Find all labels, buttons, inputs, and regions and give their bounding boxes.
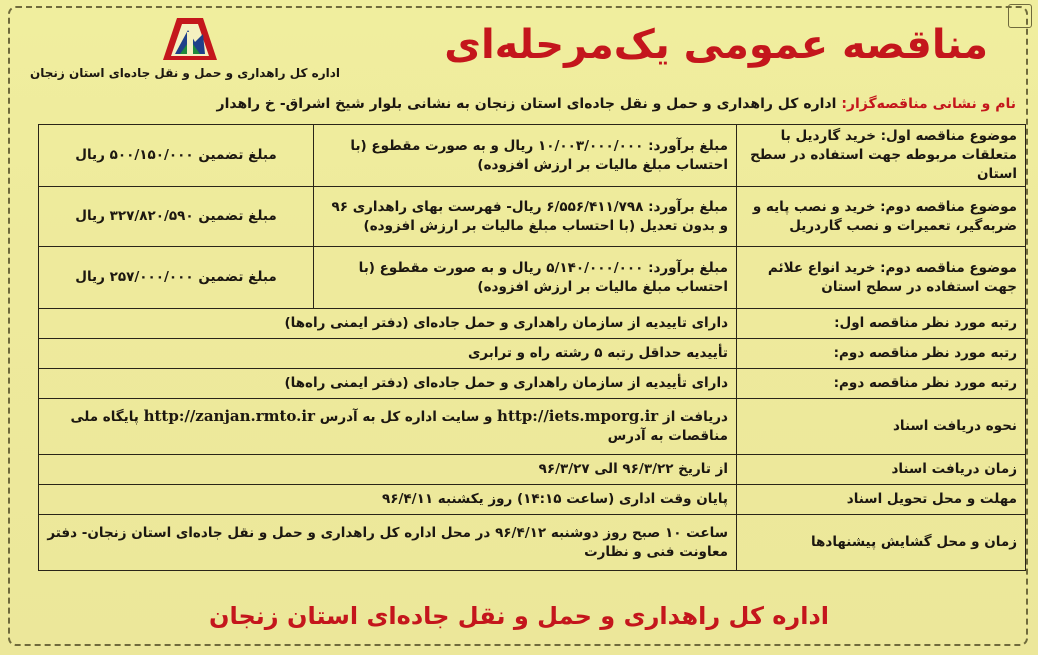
docs-suffix: پایگاه ملی مناقصات به آدرس <box>70 409 728 444</box>
iets-link[interactable]: http://iets.mporg.ir <box>497 407 659 425</box>
info-row <box>39 515 1026 571</box>
row-label: نحوه دریافت اسناد <box>737 399 1026 455</box>
tender-guarantee: مبلغ تضمین ۵۰۰/۱۵۰/۰۰۰ ریال <box>39 125 314 187</box>
tender-organizer-label: نام و نشانی مناقصه‌گزار: <box>841 96 1016 112</box>
docs-prefix: دریافت از <box>658 409 728 425</box>
tender-subject: موضوع مناقصه دوم: خرید و نصب پایه و ضربه‌گیر، تعمیرات و نصب گاردریل <box>737 187 1026 247</box>
tender-estimate: مبلغ برآورد: ۵/۱۴۰/۰۰۰/۰۰۰ ریال و به صورت مقطوع (با احتساب مبلغ مالیات بر ارزش افزوده) <box>314 247 737 309</box>
page-title: مناقصه عمومی یک‌مرحله‌ای <box>444 22 988 68</box>
row-value: دارای تاییدیه از سازمان راهداری و حمل جاده‌ای (دفتر ایمنی راه‌ها) <box>39 309 737 339</box>
info-row-docs <box>39 399 1026 455</box>
info-row <box>39 339 1026 369</box>
rmto-logo-icon <box>155 10 225 68</box>
docs-middle: و سایت اداره کل به آدرس <box>315 409 498 425</box>
row-value: تأییدیه حداقل رتبه ۵ رشته راه و ترابری <box>39 339 737 369</box>
tender-guarantee: مبلغ تضمین ۳۲۷/۸۲۰/۵۹۰ ریال <box>39 187 314 247</box>
row-value: ساعت ۱۰ صبح روز دوشنبه ۹۶/۴/۱۲ در محل اداره کل راهداری و حمل و نقل جاده‌ای استان زنجان- دفتر معاونت فنی و نظارت <box>39 515 737 571</box>
tender-row <box>39 125 1026 187</box>
row-value: از تاریخ ۹۶/۳/۲۲ الی ۹۶/۳/۲۷ <box>39 455 737 485</box>
tender-organizer-address: اداره کل راهداری و حمل و نقل جاده‌ای استان زنجان به نشانی بلوار شیخ اشراق- خ راهدار <box>216 96 842 112</box>
info-row <box>39 485 1026 515</box>
row-value: پایان وقت اداری (ساعت ۱۴:۱۵) روز یکشنبه ۹۶/۴/۱۱ <box>39 485 737 515</box>
footer-organization: اداره کل راهداری و حمل و نقل جاده‌ای استان زنجان <box>208 602 830 630</box>
row-label: زمان و محل گشایش پیشنهادها <box>737 515 1026 571</box>
tender-estimate: مبلغ برآورد: ۶/۵۵۶/۴۱۱/۷۹۸ ریال- فهرست بهای راهداری ۹۶ و بدون تعدیل (با احتساب مبلغ مالیات بر ارزش افزوده) <box>314 187 737 247</box>
info-row <box>39 309 1026 339</box>
info-row <box>39 455 1026 485</box>
tender-guarantee: مبلغ تضمین ۲۵۷/۰۰۰/۰۰۰ ریال <box>39 247 314 309</box>
row-value: دارای تأییدیه از سازمان راهداری و حمل جاده‌ای (دفتر ایمنی راه‌ها) <box>39 369 737 399</box>
row-label: رتبه مورد نظر مناقصه دوم: <box>737 369 1026 399</box>
header <box>0 0 1038 100</box>
row-label: مهلت و محل تحویل اسناد <box>737 485 1026 515</box>
tender-table <box>38 124 1026 571</box>
info-row <box>39 369 1026 399</box>
rmto-link[interactable]: http://zanjan.rmto.ir <box>143 407 315 425</box>
row-label: زمان دریافت اسناد <box>737 455 1026 485</box>
docs-value <box>39 399 737 455</box>
tender-row <box>39 187 1026 247</box>
row-label: رتبه مورد نظر مناقصه اول: <box>737 309 1026 339</box>
organization-name: اداره کل راهداری و حمل و نقل جاده‌ای استان زنجان <box>29 66 340 80</box>
tender-row <box>39 247 1026 309</box>
tender-subject: موضوع مناقصه دوم: خرید انواع علائم جهت استفاده در سطح استان <box>737 247 1026 309</box>
tender-estimate: مبلغ برآورد: ۱۰/۰۰۳/۰۰۰/۰۰۰ ریال و به صورت مقطوع (با احتساب مبلغ مالیات بر ارزش افزوده) <box>314 125 737 187</box>
row-label: رتبه مورد نظر مناقصه دوم: <box>737 339 1026 369</box>
tender-subject: موضوع مناقصه اول: خرید گاردیل با متعلقات مربوطه جهت استفاده در سطح استان <box>737 125 1026 187</box>
tender-organizer <box>217 96 1016 112</box>
